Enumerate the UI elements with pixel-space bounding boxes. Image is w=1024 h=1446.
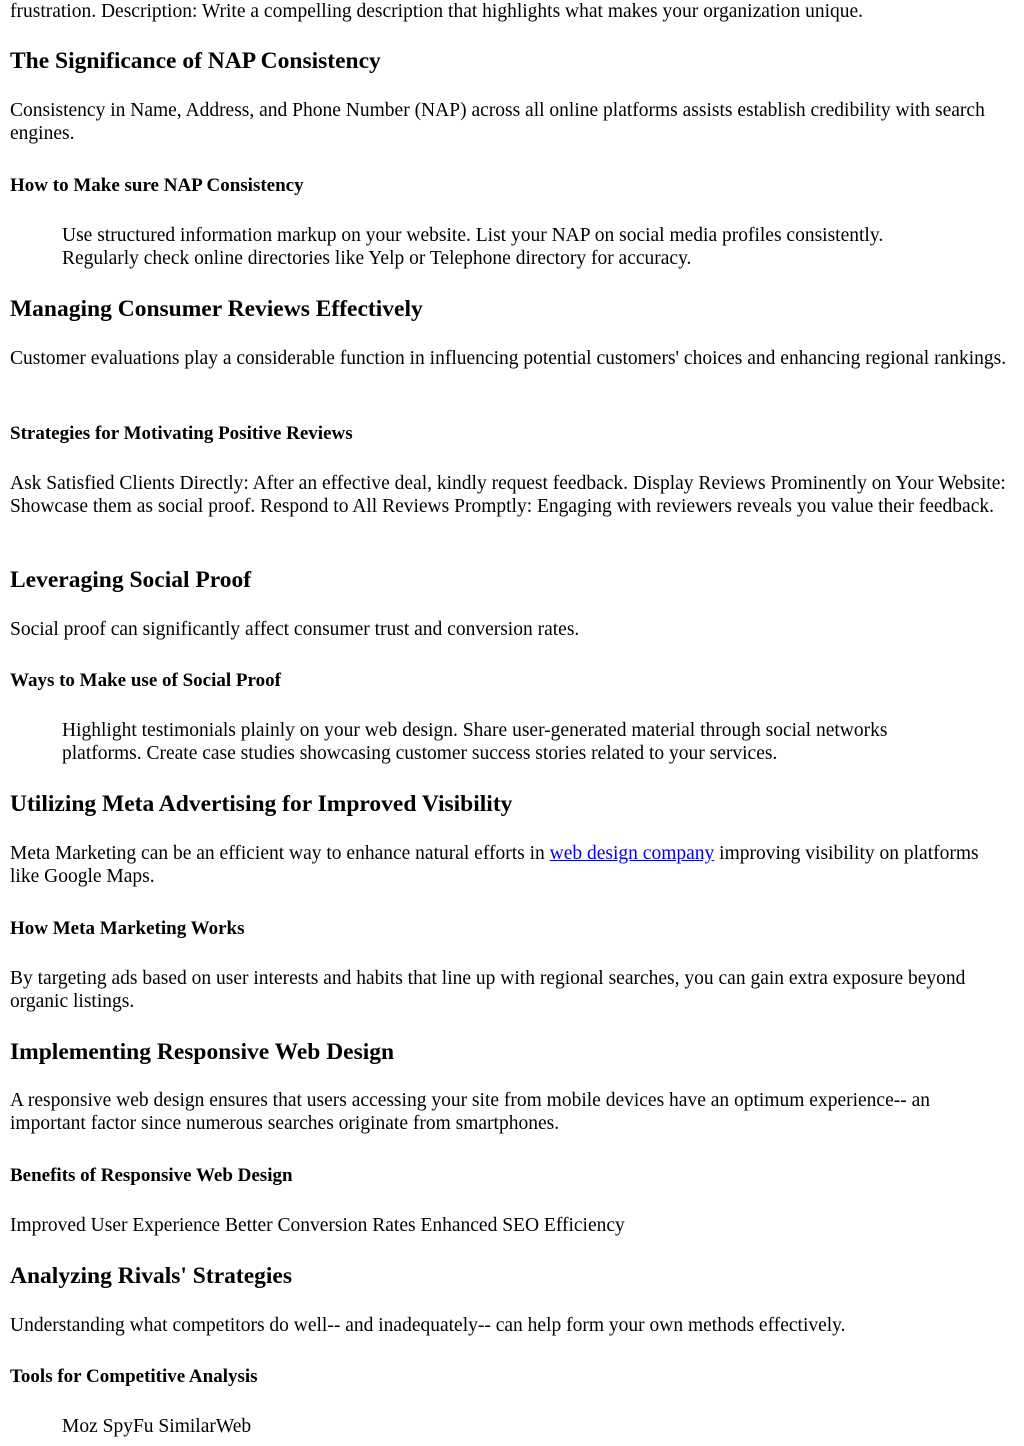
indented-list-tools: Moz SpyFu SimilarWeb xyxy=(62,1416,252,1437)
subheading-responsive-benefits: Benefits of Responsive Web Design xyxy=(10,1165,293,1186)
indented-list-social: Highlight testimonials plainly on your web design. Share user-generated material through social networks platforms. Create case studies showcasing customer success stories related to your services. xyxy=(62,720,888,764)
paragraph-reviews: Customer evaluations play a considerable function in influencing potential customers' choices and enhancing regional rankings. xyxy=(10,348,1007,369)
paragraph-meta-how: By targeting ads based on user interests and habits that line up with regional searches, you can gain extra exposure beyond organic listings. xyxy=(10,968,966,1012)
paragraph-meta-advertising xyxy=(10,842,1010,888)
subheading-meta-how: How Meta Marketing Works xyxy=(10,918,245,939)
paragraph-nap-consistency: Consistency in Name, Address, and Phone Number (NAP) across all online platforms assists establish credibility with search engines. xyxy=(10,100,985,144)
subheading-reviews-strategies: Strategies for Motivating Positive Reviews xyxy=(10,423,353,444)
heading-nap-consistency: The Significance of NAP Consistency xyxy=(10,48,381,74)
paragraph-reviews-strategies: Ask Satisfied Clients Directly: After an effective deal, kindly request feedback. Display Reviews Prominently on Your Website: Showcase them as social proof. Respond to All Reviews Promptly: Engaging with reviewers reveals you value their feedback. xyxy=(10,473,1006,517)
web-design-company-link[interactable]: web design company xyxy=(549,843,715,864)
subheading-rivals-tools: Tools for Competitive Analysis xyxy=(10,1366,258,1387)
paragraph-social-proof: Social proof can significantly affect consumer trust and conversion rates. xyxy=(10,619,580,640)
meta-text-after-link: improving visibility on platforms like Google Maps. xyxy=(10,843,979,887)
paragraph-rivals: Understanding what competitors do well-- and inadequately-- can help form your own methods effectively. xyxy=(10,1315,846,1336)
meta-text-before-link: Meta Marketing can be an efficient way to enhance natural efforts in xyxy=(10,843,550,864)
paragraph-responsive-benefits: Improved User Experience Better Conversion Rates Enhanced SEO Efficiency xyxy=(10,1215,625,1236)
indented-list-nap: Use structured information markup on your website. List your NAP on social media profiles consistently. Regularly check online directories like Yelp or Telephone directory for accuracy. xyxy=(62,225,884,269)
heading-social-proof: Leveraging Social Proof xyxy=(10,567,252,593)
heading-responsive-design: Implementing Responsive Web Design xyxy=(10,1039,395,1065)
heading-meta-advertising: Utilizing Meta Advertising for Improved Visibility xyxy=(10,791,513,817)
intro-paragraph: frustration. Description: Write a compelling description that highlights what makes your organization unique. xyxy=(10,1,864,22)
subheading-social-ways: Ways to Make use of Social Proof xyxy=(10,670,281,691)
subheading-nap-how: How to Make sure NAP Consistency xyxy=(10,175,304,196)
heading-reviews: Managing Consumer Reviews Effectively xyxy=(10,296,423,322)
paragraph-responsive-design: A responsive web design ensures that users accessing your site from mobile devices have an optimum experience-- an important factor since numerous searches originate from smartphones. xyxy=(10,1090,931,1134)
heading-rivals: Analyzing Rivals' Strategies xyxy=(10,1263,292,1289)
